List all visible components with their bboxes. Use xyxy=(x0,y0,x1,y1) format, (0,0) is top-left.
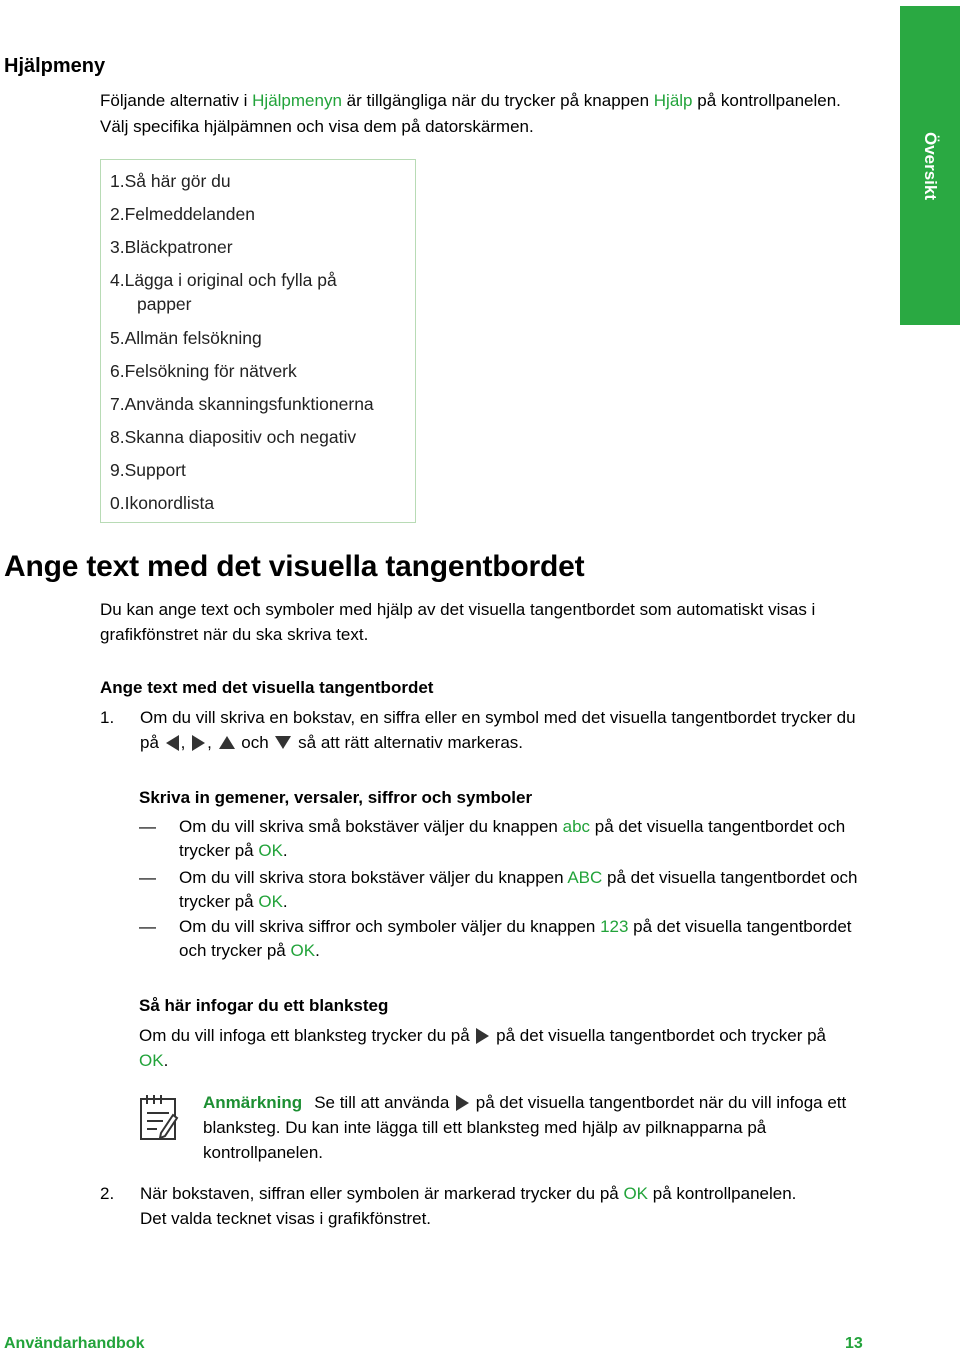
menu-item-continuation: papper xyxy=(137,294,192,314)
list-item: — Om du vill skriva siffror och symboler väljer du knappen 123 på det visuella tangentbordet och trycker på OK. xyxy=(139,917,852,960)
side-tab xyxy=(900,6,960,325)
step-number: 1. xyxy=(100,708,115,727)
menu-item: 6.Felsökning för nätverk xyxy=(110,361,297,381)
menu-item: 7.Använda skanningsfunktionerna xyxy=(110,394,374,414)
dash-bullet: — xyxy=(139,868,156,887)
left-arrow-icon xyxy=(166,735,179,751)
dash-bullet: — xyxy=(139,917,156,936)
note-box: Anmärkning Se till att använda på det visuella tangentbordet när du vill infoga ett blanksteg. Du kan inte lägga till ett blanksteg med hjälp av pilknapparna på kontrollpanelen. xyxy=(203,1093,847,1162)
menu-item: 9.Support xyxy=(110,460,186,480)
page-number: 13 xyxy=(845,1335,863,1352)
section-title-help-menu: Hjälpmeny xyxy=(4,55,106,77)
space-subsection-title: Så här infogar du ett blanksteg xyxy=(139,996,389,1015)
side-tab-label: Översikt xyxy=(921,131,940,201)
list-item: — Om du vill skriva stora bokstäver väljer du knappen ABC på det visuella tangentbordet och trycker på OK. xyxy=(139,868,858,911)
menu-item: 4.Lägga i original och fylla på xyxy=(110,270,337,290)
menu-item: 0.Ikonordlista xyxy=(110,493,215,513)
help-menu-term: Hjälpmenyn xyxy=(252,91,342,110)
procedure-title: Ange text med det visuella tangentbordet xyxy=(100,678,434,697)
step-2 xyxy=(100,1181,860,1261)
section-title-keyboard: Ange text med det visuella tangentbordet xyxy=(4,550,585,583)
down-arrow-icon xyxy=(275,736,291,749)
help-button-term: Hjälp xyxy=(653,91,693,110)
right-arrow-icon xyxy=(456,1095,469,1111)
step-number: 2. xyxy=(100,1184,115,1203)
keyboard-intro: Du kan ange text och symboler med hjälp av det visuella tangentbordet som automatiskt visas i grafikfönstret när du ska skriva text. xyxy=(100,600,816,644)
right-arrow-icon xyxy=(192,735,205,751)
right-arrow-icon xyxy=(476,1028,489,1044)
help-menu-box xyxy=(100,159,416,523)
menu-item: 5.Allmän felsökning xyxy=(110,328,262,348)
menu-item: 8.Skanna diapositiv och negativ xyxy=(110,427,357,447)
menu-item: 3.Bläckpatroner xyxy=(110,237,233,257)
note-icon xyxy=(139,1093,179,1141)
footer-title: Användarhandbok xyxy=(4,1335,145,1352)
up-arrow-icon xyxy=(219,736,235,749)
case-subsection-title: Skriva in gemener, versaler, siffror och symboler xyxy=(139,788,533,807)
help-menu-intro: Följande alternativ i Hjälpmenyn är tillgängliga när du trycker på knappen Hjälp på kontrollpanelen. Välj specifika hjälpämnen och visa dem på datorskärmen. xyxy=(100,91,841,136)
dash-bullet: — xyxy=(139,817,156,836)
step-text: Om du vill skriva en bokstav, en siffra eller en symbol med det visuella tangentbordet trycker du på , , och så att rätt alternativ markeras. xyxy=(140,708,856,752)
step-1 xyxy=(100,705,860,757)
note-label: Anmärkning xyxy=(203,1093,303,1112)
step-text: När bokstaven, siffran eller symbolen är markerad trycker du på OK på kontrollpanelen. Det valda tecknet visas i grafikfönstret. xyxy=(140,1184,797,1228)
menu-item: 1.Så här gör du xyxy=(110,171,231,191)
menu-item: 2.Felmeddelanden xyxy=(110,204,255,224)
list-item: — Om du vill skriva små bokstäver väljer du knappen abc på det visuella tangentbordet och trycker på OK. xyxy=(139,817,846,860)
space-instructions: Om du vill infoga ett blanksteg trycker du på på det visuella tangentbordet och trycker på OK. xyxy=(139,1026,826,1070)
